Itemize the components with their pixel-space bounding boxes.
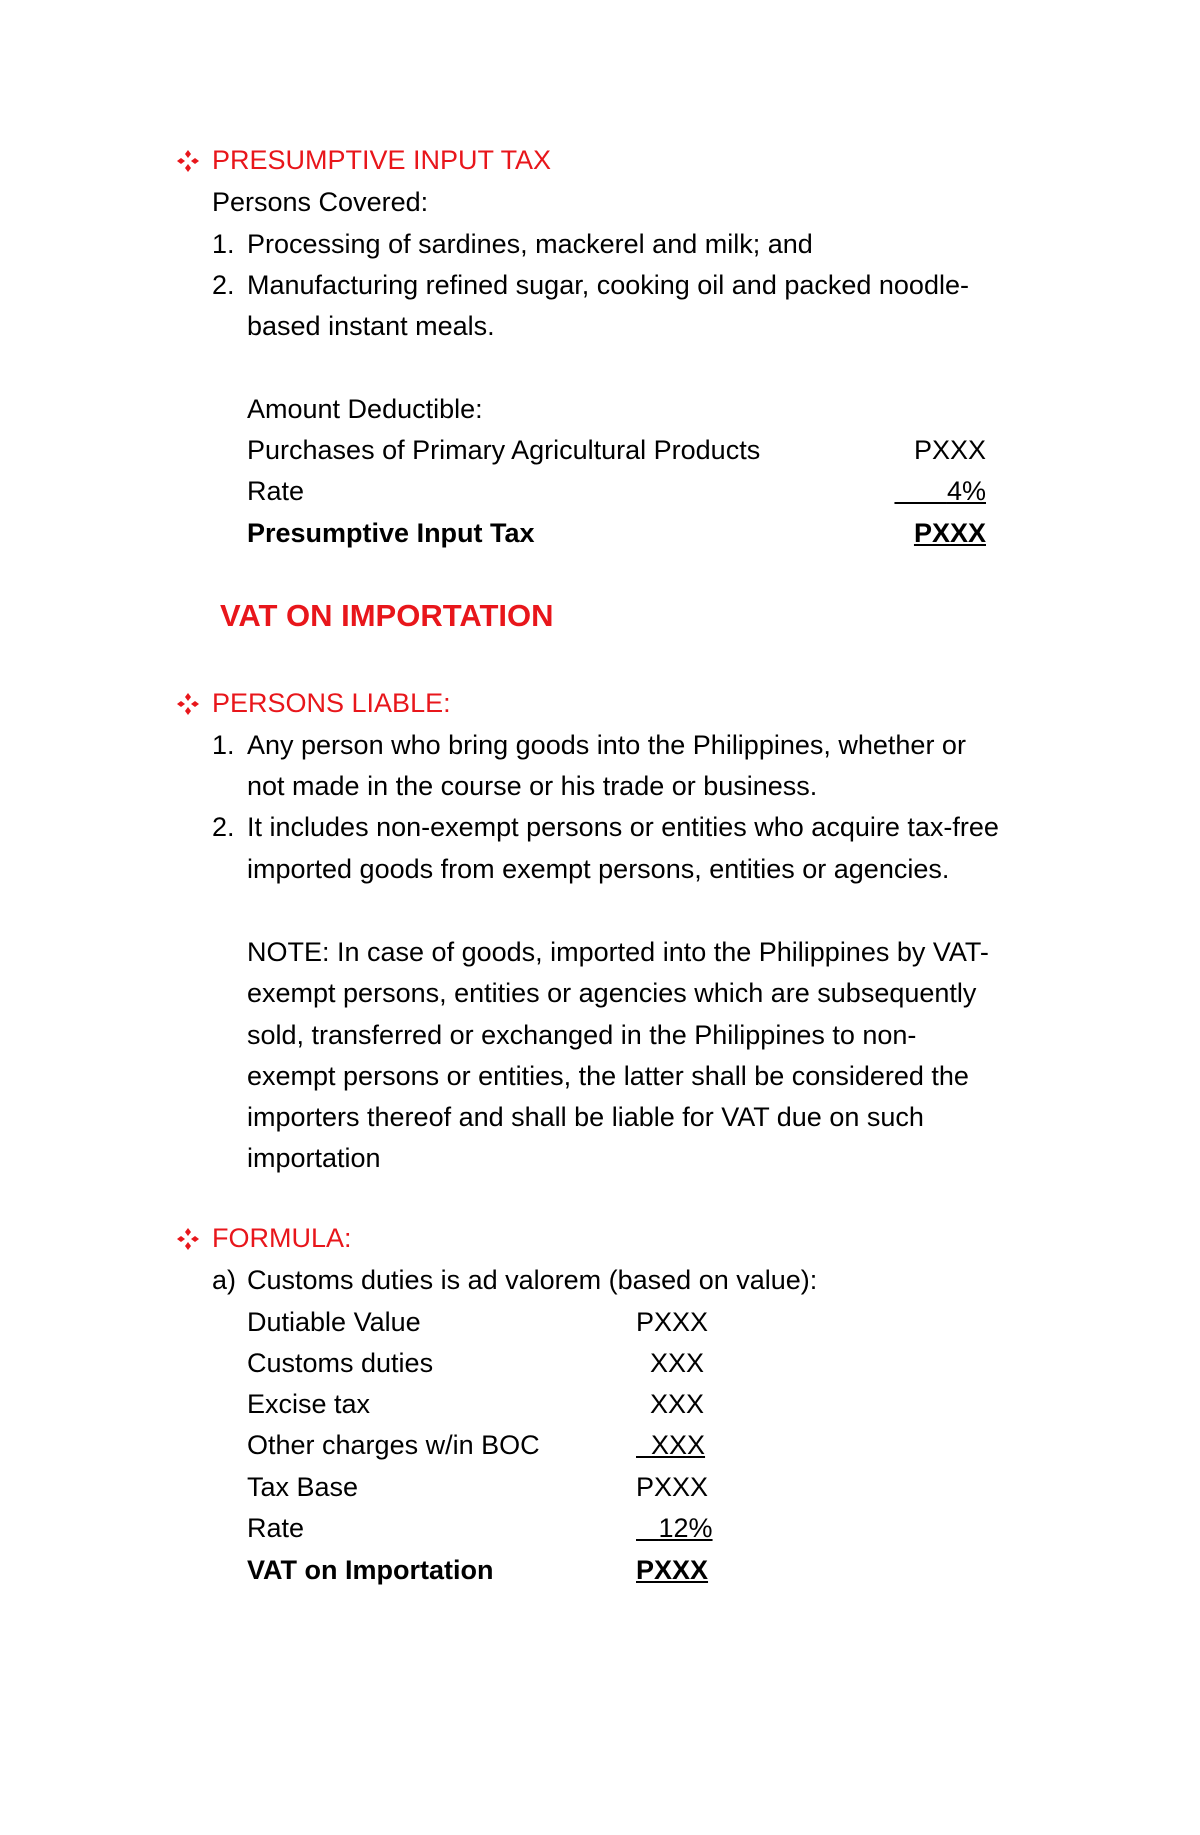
row-label-total: VAT on Importation <box>247 1555 494 1585</box>
row-label: Rate <box>247 476 305 506</box>
row-label: Rate <box>247 1513 305 1543</box>
section-heading-formula: FORMULA: <box>212 1223 352 1253</box>
row-label: Excise tax <box>247 1389 371 1419</box>
row-value <box>880 471 986 511</box>
persons-covered-label: Persons Covered: <box>212 187 429 217</box>
list-number: 1. <box>212 730 235 760</box>
list-item: Manufacturing refined sugar, cooking oil and packed noodle- <box>247 270 969 300</box>
row-label: Customs duties <box>247 1348 434 1378</box>
note-line: exempt persons, entities or agencies which are subsequently <box>247 978 977 1008</box>
row-value: XXX <box>651 1430 706 1460</box>
row-value-underlined <box>636 1425 705 1465</box>
section-heading-presumptive: PRESUMPTIVE INPUT TAX <box>212 145 552 175</box>
note-line: exempt persons or entities, the latter shall be considered the <box>247 1061 969 1091</box>
row-value-total: PXXX <box>913 518 986 548</box>
row-value: PXXX <box>913 435 986 465</box>
row-label: Dutiable Value <box>247 1307 421 1337</box>
row-label-total: Presumptive Input Tax <box>247 518 535 548</box>
list-number: 2. <box>212 812 235 842</box>
row-value: XXX <box>650 1348 705 1378</box>
row-value-total: PXXX <box>636 1555 709 1585</box>
list-item: It includes non-exempt persons or entities who acquire tax-free <box>247 812 999 842</box>
sub-item-text: Customs duties is ad valorem (based on value): <box>247 1265 818 1295</box>
note-line: NOTE: In case of goods, imported into the Philippines by VAT- <box>247 937 989 967</box>
row-value: 12% <box>658 1513 713 1543</box>
rate-value: 4% <box>946 476 986 506</box>
note-line: sold, transferred or exchanged in the Philippines to non- <box>247 1020 917 1050</box>
note-line: importers thereof and shall be liable for VAT due on such <box>247 1102 924 1132</box>
row-value: PXXX <box>636 1472 709 1502</box>
page-title: VAT ON IMPORTATION <box>220 598 554 633</box>
row-label: Other charges w/in BOC <box>247 1430 540 1460</box>
amount-deductible-label: Amount Deductible: <box>247 394 483 424</box>
row-value: PXXX <box>636 1307 709 1337</box>
diamond-bullet-icon <box>176 149 200 173</box>
row-label: Purchases of Primary Agricultural Products <box>247 435 761 465</box>
list-number: 2. <box>212 270 235 300</box>
row-value-underlined <box>636 1508 713 1548</box>
note-line: importation <box>247 1143 381 1173</box>
list-number: 1. <box>212 229 235 259</box>
sub-item-marker: a) <box>212 1265 237 1295</box>
row-value: XXX <box>650 1389 705 1419</box>
section-heading-liable: PERSONS LIABLE: <box>212 688 451 718</box>
list-item-continuation: based instant meals. <box>247 311 495 341</box>
list-item-continuation: not made in the course or his trade or business. <box>247 771 818 801</box>
diamond-bullet-icon <box>176 1227 200 1251</box>
diamond-bullet-icon <box>176 692 200 716</box>
list-item: Processing of sardines, mackerel and milk; and <box>247 229 813 259</box>
list-item: Any person who bring goods into the Philippines, whether or <box>247 730 966 760</box>
list-item-continuation: imported goods from exempt persons, entities or agencies. <box>247 854 950 884</box>
row-label: Tax Base <box>247 1472 359 1502</box>
